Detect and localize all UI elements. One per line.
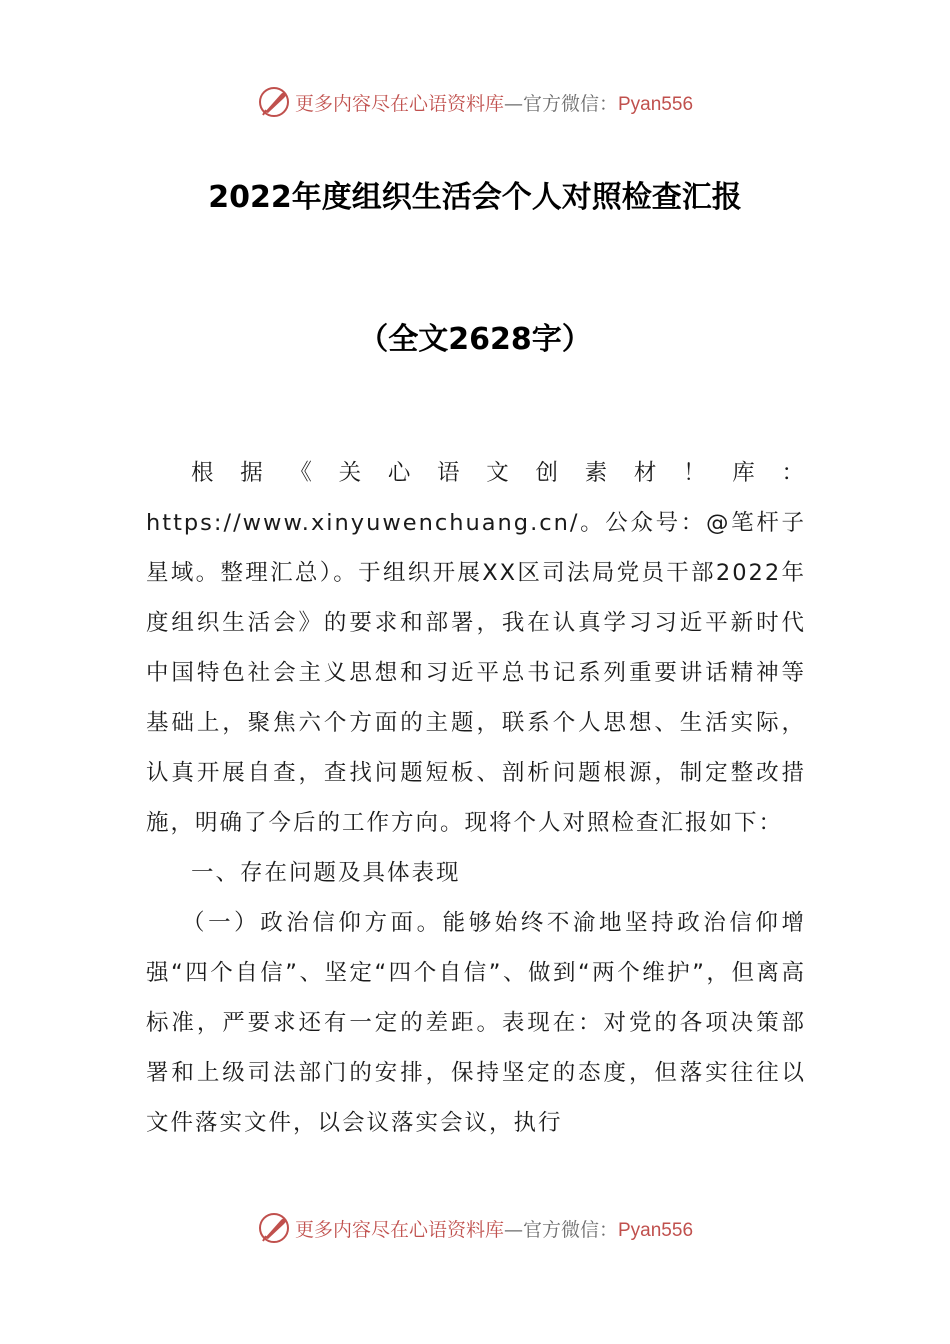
body-paragraph: （一）政治信仰方面。能够始终不渝地坚持政治信仰增强“四个自信”、坚定“四个自信”、做到“两个维护”，但离高标准，严要求还有一定的差距。表现在：对党的各项决策部署和上级司法部门的安排，保持坚定的态度，但落实往往以文件落实文件，以会议落实会议，执行 bbox=[146, 910, 806, 1136]
quill-pen-logo-icon bbox=[257, 1211, 291, 1245]
section-heading: 一、存在问题及具体表现 bbox=[191, 860, 461, 886]
watermark-prefix: 更多内容尽在心语资料库 bbox=[294, 1218, 504, 1241]
document-subtitle: （全文2628字） bbox=[358, 322, 592, 357]
watermark-separator: — bbox=[503, 92, 523, 115]
watermark-label: 官方微信： bbox=[522, 1218, 618, 1241]
body-paragraph: 根据《关心语文创素材！库：https://www.xinyuwenchuang.cn/。公众号：@笔杆子星域。整理汇总）。于组织开展XX区司法局党员干部2022年度组织生活会》的要求和部署，我在认真学习习近平新时代中国特色社会主义思想和习近平总书记系列重要讲话精神等基础上，聚焦六个方面的主题，联系个人思想、生活实际，认真开展自查，查找问题短板、剖析问题根源，制定整改措施，明确了今后的工作方向。现将个人对照检查汇报如下： bbox=[146, 460, 806, 836]
document-title: 2022年度组织生活会个人对照检查汇报 bbox=[208, 180, 742, 215]
quill-pen-logo-icon bbox=[257, 85, 291, 119]
watermark-text bbox=[295, 1215, 693, 1242]
watermark-handle: Pyan556 bbox=[618, 1219, 694, 1241]
watermark-banner-top bbox=[0, 82, 950, 122]
watermark-handle: Pyan556 bbox=[618, 93, 694, 115]
watermark-text bbox=[295, 89, 693, 116]
watermark-label: 官方微信： bbox=[522, 92, 618, 115]
watermark-separator: — bbox=[503, 1218, 523, 1241]
document-body bbox=[146, 448, 806, 1148]
watermark-prefix: 更多内容尽在心语资料库 bbox=[294, 92, 504, 115]
watermark-banner-bottom bbox=[0, 1208, 950, 1248]
